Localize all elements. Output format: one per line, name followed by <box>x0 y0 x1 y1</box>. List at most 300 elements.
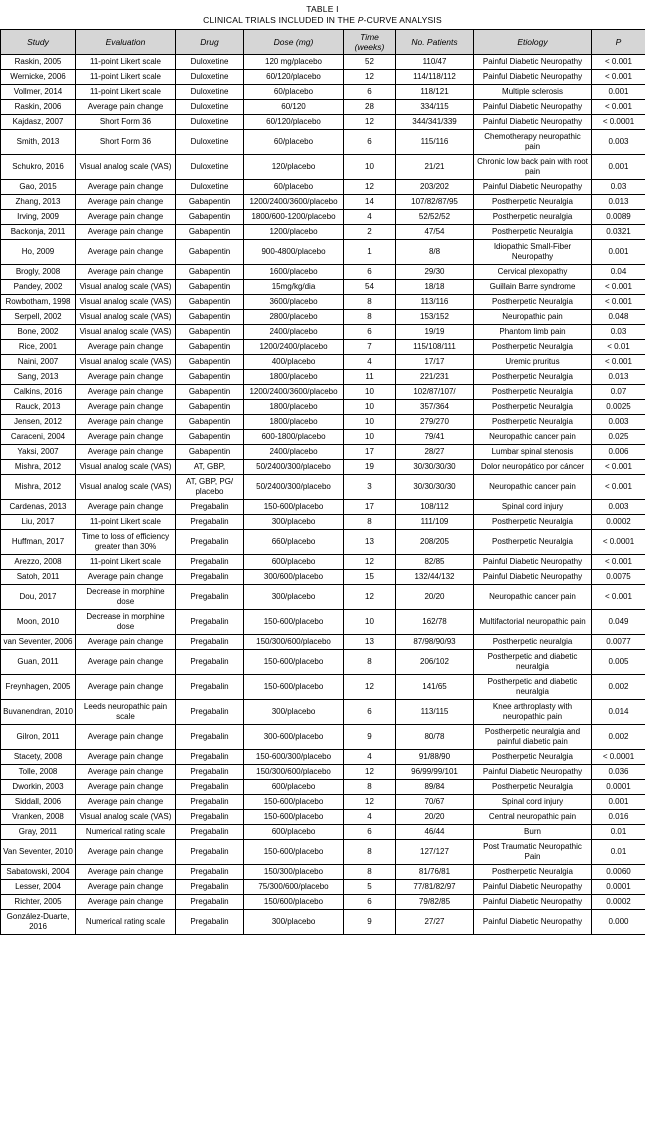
cell-p-value: 0.002 <box>592 675 645 700</box>
cell-drug: Pregabalin <box>176 635 244 650</box>
cell-dose: 300-600/placebo <box>244 725 344 750</box>
cell-evaluation: Average pain change <box>76 240 176 265</box>
cell-p-value: 0.003 <box>592 415 645 430</box>
cell-dose: 1200/2400/3600/placebo <box>244 385 344 400</box>
cell-drug: Gabapentin <box>176 340 244 355</box>
cell-time-weeks: 6 <box>344 265 396 280</box>
cell-evaluation: Average pain change <box>76 750 176 765</box>
cell-p-value: 0.003 <box>592 130 645 155</box>
cell-patients: 108/112 <box>396 500 474 515</box>
table-row <box>1 530 645 555</box>
cell-dose: 2800/placebo <box>244 310 344 325</box>
cell-time-weeks: 8 <box>344 780 396 795</box>
cell-time-weeks: 28 <box>344 100 396 115</box>
cell-etiology: Painful Diabetic Neuropathy <box>474 765 592 780</box>
cell-study: Zhang, 2013 <box>1 195 76 210</box>
cell-evaluation: Average pain change <box>76 385 176 400</box>
cell-time-weeks: 13 <box>344 635 396 650</box>
cell-time-weeks: 17 <box>344 500 396 515</box>
cell-drug: Gabapentin <box>176 325 244 340</box>
cell-dose: 1200/2400/3600/placebo <box>244 195 344 210</box>
cell-etiology: Postherpetic Neuralgia <box>474 195 592 210</box>
table-row <box>1 445 645 460</box>
cell-drug: Pregabalin <box>176 585 244 610</box>
cell-evaluation: Average pain change <box>76 430 176 445</box>
cell-evaluation: Average pain change <box>76 795 176 810</box>
cell-p-value: < 0.001 <box>592 555 645 570</box>
cell-dose: 120 mg/placebo <box>244 55 344 70</box>
cell-study: Calkins, 2016 <box>1 385 76 400</box>
cell-evaluation: Average pain change <box>76 895 176 910</box>
cell-study: Yaksi, 2007 <box>1 445 76 460</box>
cell-drug: Pregabalin <box>176 570 244 585</box>
column-header: P <box>592 30 645 55</box>
cell-etiology: Neuropathic cancer pain <box>474 430 592 445</box>
cell-dose: 300/placebo <box>244 585 344 610</box>
cell-etiology: Postherpetic Neuralgia <box>474 865 592 880</box>
cell-p-value: 0.04 <box>592 265 645 280</box>
cell-p-value: 0.014 <box>592 700 645 725</box>
cell-drug: Duloxetine <box>176 100 244 115</box>
cell-study: Guan, 2011 <box>1 650 76 675</box>
cell-patients: 52/52/52 <box>396 210 474 225</box>
cell-evaluation: Average pain change <box>76 225 176 240</box>
cell-drug: Gabapentin <box>176 265 244 280</box>
cell-dose: 900-4800/placebo <box>244 240 344 265</box>
cell-study: Mishra, 2012 <box>1 475 76 500</box>
cell-evaluation: Average pain change <box>76 570 176 585</box>
cell-study: Smith, 2013 <box>1 130 76 155</box>
cell-evaluation: Average pain change <box>76 415 176 430</box>
cell-drug: Gabapentin <box>176 385 244 400</box>
cell-study: Jensen, 2012 <box>1 415 76 430</box>
cell-evaluation: Average pain change <box>76 265 176 280</box>
cell-etiology: Burn <box>474 825 592 840</box>
cell-time-weeks: 12 <box>344 765 396 780</box>
cell-p-value: 0.0001 <box>592 780 645 795</box>
cell-time-weeks: 12 <box>344 70 396 85</box>
cell-time-weeks: 12 <box>344 675 396 700</box>
cell-study: Backonja, 2011 <box>1 225 76 240</box>
cell-patients: 91/88/90 <box>396 750 474 765</box>
cell-p-value: 0.003 <box>592 500 645 515</box>
cell-time-weeks: 10 <box>344 430 396 445</box>
cell-etiology: Dolor neuropático por cáncer <box>474 460 592 475</box>
cell-time-weeks: 6 <box>344 325 396 340</box>
table-row <box>1 340 645 355</box>
cell-evaluation: 11-point Likert scale <box>76 55 176 70</box>
cell-study: Brogly, 2008 <box>1 265 76 280</box>
cell-dose: 300/placebo <box>244 700 344 725</box>
cell-drug: Gabapentin <box>176 210 244 225</box>
cell-evaluation: Visual analog scale (VAS) <box>76 460 176 475</box>
cell-drug: Gabapentin <box>176 355 244 370</box>
cell-patients: 113/116 <box>396 295 474 310</box>
cell-dose: 150/300/600/placebo <box>244 765 344 780</box>
cell-study: Vranken, 2008 <box>1 810 76 825</box>
cell-p-value: < 0.001 <box>592 460 645 475</box>
cell-etiology: Cervical plexopathy <box>474 265 592 280</box>
cell-etiology: Postherpetic neuralgia and painful diabetic pain <box>474 725 592 750</box>
cell-time-weeks: 10 <box>344 415 396 430</box>
cell-evaluation: Decrease in morphine dose <box>76 585 176 610</box>
cell-evaluation: Visual analog scale (VAS) <box>76 155 176 180</box>
cell-evaluation: Average pain change <box>76 100 176 115</box>
cell-study: Bone, 2002 <box>1 325 76 340</box>
cell-study: Gilron, 2011 <box>1 725 76 750</box>
cell-patients: 357/364 <box>396 400 474 415</box>
cell-drug: Pregabalin <box>176 725 244 750</box>
table-row <box>1 475 645 500</box>
cell-drug: Gabapentin <box>176 195 244 210</box>
cell-dose: 150/300/600/placebo <box>244 635 344 650</box>
cell-p-value: 0.03 <box>592 325 645 340</box>
cell-patients: 107/82/87/95 <box>396 195 474 210</box>
cell-evaluation: Average pain change <box>76 675 176 700</box>
table-row <box>1 555 645 570</box>
cell-dose: 60/120 <box>244 100 344 115</box>
cell-study: Wernicke, 2006 <box>1 70 76 85</box>
cell-p-value: 0.0089 <box>592 210 645 225</box>
cell-time-weeks: 6 <box>344 825 396 840</box>
cell-etiology: Postherpetic Neuralgia <box>474 340 592 355</box>
cell-time-weeks: 10 <box>344 155 396 180</box>
cell-dose: 150-600/300/placebo <box>244 750 344 765</box>
cell-drug: Duloxetine <box>176 85 244 100</box>
table-caption-post: -CURVE ANALYSIS <box>363 15 442 25</box>
table-row <box>1 880 645 895</box>
cell-drug: Pregabalin <box>176 500 244 515</box>
cell-etiology: Painful Diabetic Neuropathy <box>474 880 592 895</box>
table-row <box>1 585 645 610</box>
cell-p-value: 0.0060 <box>592 865 645 880</box>
cell-etiology: Painful Diabetic Neuropathy <box>474 570 592 585</box>
cell-etiology: Painful Diabetic Neuropathy <box>474 555 592 570</box>
cell-time-weeks: 2 <box>344 225 396 240</box>
cell-dose: 300/600/placebo <box>244 570 344 585</box>
cell-dose: 600/placebo <box>244 555 344 570</box>
cell-time-weeks: 4 <box>344 750 396 765</box>
cell-etiology: Lumbar spinal stenosis <box>474 445 592 460</box>
cell-study: Kajdasz, 2007 <box>1 115 76 130</box>
cell-time-weeks: 14 <box>344 195 396 210</box>
table-row <box>1 55 645 70</box>
cell-drug: Gabapentin <box>176 295 244 310</box>
cell-time-weeks: 8 <box>344 295 396 310</box>
cell-time-weeks: 6 <box>344 895 396 910</box>
cell-evaluation: Time to loss of efficiency greater than 30% <box>76 530 176 555</box>
cell-study: Freynhagen, 2005 <box>1 675 76 700</box>
table-row <box>1 865 645 880</box>
cell-drug: Gabapentin <box>176 280 244 295</box>
cell-dose: 600/placebo <box>244 780 344 795</box>
cell-study: Siddall, 2006 <box>1 795 76 810</box>
cell-patients: 28/27 <box>396 445 474 460</box>
cell-study: Schukro, 2016 <box>1 155 76 180</box>
cell-p-value: 0.013 <box>592 195 645 210</box>
cell-patients: 141/65 <box>396 675 474 700</box>
cell-dose: 150-600/placebo <box>244 500 344 515</box>
cell-study: Stacety, 2008 <box>1 750 76 765</box>
cell-etiology: Guillain Barre syndrome <box>474 280 592 295</box>
cell-dose: 150-600/placebo <box>244 840 344 865</box>
column-header: Drug <box>176 30 244 55</box>
cell-etiology: Postherpetic Neuralgia <box>474 225 592 240</box>
cell-dose: 1800/placebo <box>244 370 344 385</box>
cell-patients: 221/231 <box>396 370 474 385</box>
cell-p-value: 0.001 <box>592 240 645 265</box>
cell-patients: 344/341/339 <box>396 115 474 130</box>
cell-p-value: 0.001 <box>592 155 645 180</box>
cell-study: Cardenas, 2013 <box>1 500 76 515</box>
cell-drug: Gabapentin <box>176 370 244 385</box>
cell-dose: 60/120/placebo <box>244 70 344 85</box>
cell-dose: 50/2400/300/placebo <box>244 460 344 475</box>
table-row <box>1 430 645 445</box>
cell-dose: 150-600/placebo <box>244 795 344 810</box>
table-row <box>1 385 645 400</box>
column-header: Evaluation <box>76 30 176 55</box>
cell-evaluation: Average pain change <box>76 635 176 650</box>
cell-drug: Gabapentin <box>176 310 244 325</box>
cell-drug: Duloxetine <box>176 70 244 85</box>
table-row <box>1 295 645 310</box>
column-header: Dose (mg) <box>244 30 344 55</box>
cell-patients: 115/116 <box>396 130 474 155</box>
table-row <box>1 780 645 795</box>
cell-patients: 20/20 <box>396 810 474 825</box>
cell-p-value: 0.049 <box>592 610 645 635</box>
cell-etiology: Postherpetic Neuralgia <box>474 515 592 530</box>
cell-dose: 60/placebo <box>244 85 344 100</box>
table-title-block <box>0 0 645 29</box>
cell-drug: Gabapentin <box>176 225 244 240</box>
cell-time-weeks: 7 <box>344 340 396 355</box>
cell-study: van Seventer, 2006 <box>1 635 76 650</box>
cell-p-value: 0.0002 <box>592 515 645 530</box>
cell-time-weeks: 6 <box>344 85 396 100</box>
cell-evaluation: 11-point Likert scale <box>76 85 176 100</box>
cell-dose: 120/placebo <box>244 155 344 180</box>
cell-p-value: < 0.001 <box>592 280 645 295</box>
cell-patients: 87/98/90/93 <box>396 635 474 650</box>
table-row <box>1 825 645 840</box>
cell-evaluation: Short Form 36 <box>76 130 176 155</box>
table-row <box>1 610 645 635</box>
cell-time-weeks: 15 <box>344 570 396 585</box>
cell-dose: 2400/placebo <box>244 325 344 340</box>
cell-etiology: Phantom limb pain <box>474 325 592 340</box>
cell-p-value: 0.006 <box>592 445 645 460</box>
cell-drug: Pregabalin <box>176 795 244 810</box>
table-row <box>1 910 645 935</box>
cell-etiology: Postherpetic Neuralgia <box>474 750 592 765</box>
cell-p-value: < 0.0001 <box>592 115 645 130</box>
cell-dose: 600-1800/placebo <box>244 430 344 445</box>
cell-evaluation: Visual analog scale (VAS) <box>76 295 176 310</box>
cell-etiology: Postherpetic Neuralgia <box>474 385 592 400</box>
cell-dose: 1200/2400/placebo <box>244 340 344 355</box>
table-row <box>1 325 645 340</box>
cell-p-value: < 0.0001 <box>592 750 645 765</box>
cell-study: Buvanendran, 2010 <box>1 700 76 725</box>
table-row <box>1 310 645 325</box>
cell-drug: Duloxetine <box>176 115 244 130</box>
cell-study: Dou, 2017 <box>1 585 76 610</box>
cell-study: Sabatowski, 2004 <box>1 865 76 880</box>
cell-etiology: Postherpetic Neuralgia <box>474 780 592 795</box>
cell-p-value: < 0.001 <box>592 295 645 310</box>
cell-etiology: Idiopathic Small-Fiber Neuropathy <box>474 240 592 265</box>
cell-time-weeks: 12 <box>344 555 396 570</box>
cell-patients: 115/108/111 <box>396 340 474 355</box>
cell-time-weeks: 6 <box>344 130 396 155</box>
cell-dose: 60/placebo <box>244 130 344 155</box>
cell-patients: 114/118/112 <box>396 70 474 85</box>
column-header: Study <box>1 30 76 55</box>
cell-dose: 150-600/placebo <box>244 675 344 700</box>
cell-evaluation: Average pain change <box>76 865 176 880</box>
cell-patients: 30/30/30/30 <box>396 475 474 500</box>
cell-p-value: 0.013 <box>592 370 645 385</box>
cell-drug: Duloxetine <box>176 155 244 180</box>
cell-drug: Pregabalin <box>176 865 244 880</box>
table-row <box>1 810 645 825</box>
cell-dose: 150/300/placebo <box>244 865 344 880</box>
cell-evaluation: Visual analog scale (VAS) <box>76 355 176 370</box>
cell-study: Raskin, 2005 <box>1 55 76 70</box>
cell-etiology: Painful Diabetic Neuropathy <box>474 180 592 195</box>
cell-evaluation: Average pain change <box>76 840 176 865</box>
cell-p-value: 0.0002 <box>592 895 645 910</box>
cell-study: Gao, 2015 <box>1 180 76 195</box>
cell-dose: 150/600/placebo <box>244 895 344 910</box>
cell-p-value: 0.005 <box>592 650 645 675</box>
cell-patients: 77/81/82/97 <box>396 880 474 895</box>
cell-etiology: Multiple sclerosis <box>474 85 592 100</box>
cell-time-weeks: 8 <box>344 840 396 865</box>
table-row <box>1 100 645 115</box>
cell-evaluation: Average pain change <box>76 765 176 780</box>
cell-p-value: 0.0321 <box>592 225 645 240</box>
cell-dose: 660/placebo <box>244 530 344 555</box>
cell-etiology: Postherpetic Neuralgia <box>474 400 592 415</box>
cell-etiology: Painful Diabetic Neuropathy <box>474 100 592 115</box>
table-row <box>1 635 645 650</box>
cell-time-weeks: 19 <box>344 460 396 475</box>
cell-patients: 127/127 <box>396 840 474 865</box>
cell-drug: Pregabalin <box>176 825 244 840</box>
cell-time-weeks: 8 <box>344 865 396 880</box>
cell-patients: 18/18 <box>396 280 474 295</box>
cell-dose: 150-600/placebo <box>244 650 344 675</box>
cell-patients: 70/67 <box>396 795 474 810</box>
cell-etiology: Chemotherapy neuropathic pain <box>474 130 592 155</box>
cell-p-value: 0.048 <box>592 310 645 325</box>
cell-patients: 19/19 <box>396 325 474 340</box>
cell-patients: 80/78 <box>396 725 474 750</box>
cell-p-value: 0.01 <box>592 825 645 840</box>
cell-drug: AT, GBP, PG/ placebo <box>176 475 244 500</box>
cell-p-value: 0.03 <box>592 180 645 195</box>
cell-dose: 2400/placebo <box>244 445 344 460</box>
cell-p-value: 0.0025 <box>592 400 645 415</box>
cell-drug: Gabapentin <box>176 415 244 430</box>
cell-dose: 50/2400/300/placebo <box>244 475 344 500</box>
cell-patients: 20/20 <box>396 585 474 610</box>
cell-study: Naini, 2007 <box>1 355 76 370</box>
cell-patients: 21/21 <box>396 155 474 180</box>
cell-patients: 102/87/107/ <box>396 385 474 400</box>
cell-evaluation: Decrease in morphine dose <box>76 610 176 635</box>
cell-p-value: 0.000 <box>592 910 645 935</box>
cell-time-weeks: 52 <box>344 55 396 70</box>
cell-study: Rowbotham, 1998 <box>1 295 76 310</box>
table-row <box>1 795 645 810</box>
cell-evaluation: Visual analog scale (VAS) <box>76 475 176 500</box>
cell-time-weeks: 10 <box>344 400 396 415</box>
cell-etiology: Chronic low back pain with root pain <box>474 155 592 180</box>
cell-study: Richter, 2005 <box>1 895 76 910</box>
cell-evaluation: Average pain change <box>76 780 176 795</box>
cell-evaluation: Average pain change <box>76 210 176 225</box>
cell-study: Rice, 2001 <box>1 340 76 355</box>
cell-p-value: 0.002 <box>592 725 645 750</box>
cell-time-weeks: 12 <box>344 795 396 810</box>
table-row <box>1 515 645 530</box>
cell-dose: 150-600/placebo <box>244 810 344 825</box>
cell-study: Satoh, 2011 <box>1 570 76 585</box>
cell-patients: 334/115 <box>396 100 474 115</box>
table-row <box>1 70 645 85</box>
cell-evaluation: Short Form 36 <box>76 115 176 130</box>
cell-study: Irving, 2009 <box>1 210 76 225</box>
cell-patients: 81/76/81 <box>396 865 474 880</box>
table-row <box>1 570 645 585</box>
cell-etiology: Postherpetic Neuralgia <box>474 295 592 310</box>
table-row <box>1 650 645 675</box>
table-row <box>1 280 645 295</box>
cell-drug: Gabapentin <box>176 400 244 415</box>
cell-etiology: Spinal cord injury <box>474 500 592 515</box>
table-caption <box>0 15 645 26</box>
cell-time-weeks: 12 <box>344 180 396 195</box>
cell-etiology: Painful Diabetic Neuropathy <box>474 895 592 910</box>
cell-p-value: < 0.01 <box>592 340 645 355</box>
cell-evaluation: Average pain change <box>76 650 176 675</box>
cell-drug: Gabapentin <box>176 430 244 445</box>
cell-patients: 111/109 <box>396 515 474 530</box>
cell-p-value: < 0.001 <box>592 475 645 500</box>
cell-time-weeks: 5 <box>344 880 396 895</box>
cell-dose: 400/placebo <box>244 355 344 370</box>
cell-drug: Duloxetine <box>176 55 244 70</box>
cell-p-value: 0.036 <box>592 765 645 780</box>
cell-etiology: Post Traumatic Neuropathic Pain <box>474 840 592 865</box>
table-row <box>1 700 645 725</box>
cell-evaluation: Numerical rating scale <box>76 825 176 840</box>
cell-dose: 300/placebo <box>244 515 344 530</box>
cell-dose: 60/placebo <box>244 180 344 195</box>
cell-study: Moon, 2010 <box>1 610 76 635</box>
cell-study: Gray, 2011 <box>1 825 76 840</box>
cell-etiology: Postherpetic neuralgia <box>474 210 592 225</box>
cell-dose: 600/placebo <box>244 825 344 840</box>
table-row <box>1 675 645 700</box>
table-row <box>1 370 645 385</box>
cell-etiology: Central neuropathic pain <box>474 810 592 825</box>
cell-patients: 203/202 <box>396 180 474 195</box>
